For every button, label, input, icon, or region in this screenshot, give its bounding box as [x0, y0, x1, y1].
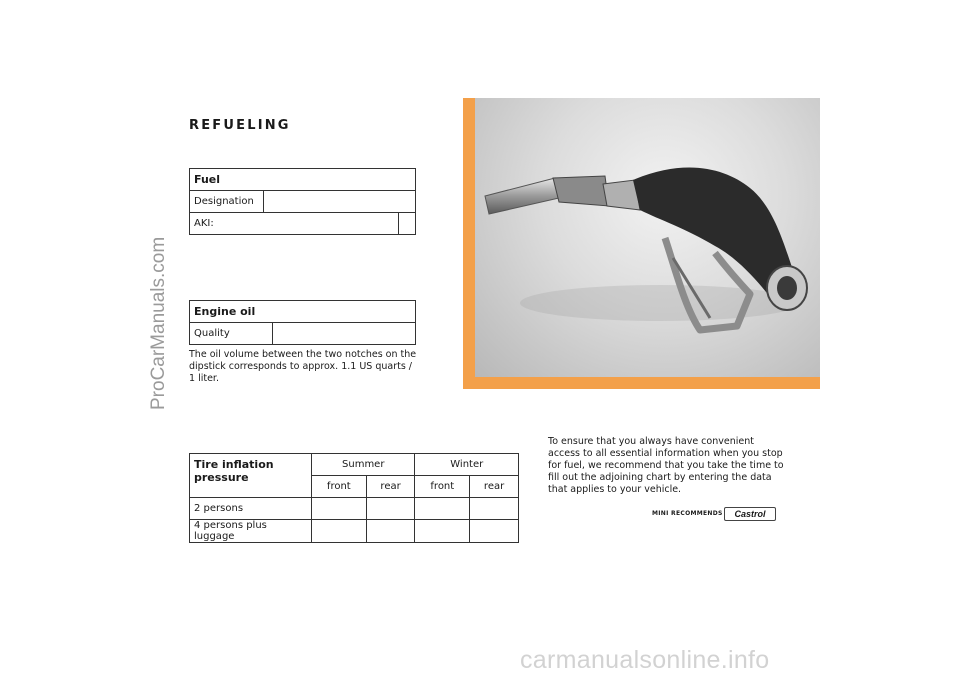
oil-quality-field[interactable]: [273, 323, 416, 345]
tire-pressure-table: [189, 453, 519, 543]
tire-pressure-field[interactable]: [470, 520, 519, 543]
oil-volume-note: The oil volume between the two notches on the dipstick corresponds to approx. 1.1 US quarts / 1 liter.: [189, 349, 417, 384]
fuel-designation-label: Designation: [190, 191, 264, 213]
tire-pressure-field[interactable]: [470, 498, 519, 520]
engine-oil-table: [189, 300, 416, 345]
castrol-logo-icon: Castrol: [724, 507, 776, 521]
tire-axle-winter-rear: rear: [470, 476, 519, 498]
tire-row-label: 2 persons: [190, 498, 312, 520]
tire-pressure-field[interactable]: [312, 498, 367, 520]
fuel-designation-field[interactable]: [264, 191, 416, 213]
fuel-table: [189, 168, 416, 235]
bottom-watermark: carmanualsonline.info: [520, 646, 770, 674]
tire-pressure-field[interactable]: [312, 520, 367, 543]
mini-recommends-label: MINI RECOMMENDS: [652, 510, 723, 517]
engine-oil-table-title: Engine oil: [190, 301, 416, 323]
fill-out-instructions: To ensure that you always have convenient access to all essential information when you stop for fuel, we recommend that you take the time to fill out the adjoining chart by entering the data that applies to your vehicle.: [548, 436, 784, 495]
side-watermark-text: ProCarManuals.com: [148, 236, 169, 410]
tire-pressure-field[interactable]: [415, 498, 470, 520]
tire-axle-summer-rear: rear: [366, 476, 415, 498]
tire-axle-winter-front: front: [415, 476, 470, 498]
tire-table-title: Tire inflation pressure: [190, 454, 312, 498]
fuel-nozzle-photo: [475, 98, 820, 377]
tire-axle-summer-front: front: [312, 476, 367, 498]
page-title: REFUELING: [189, 118, 291, 133]
tire-pressure-field[interactable]: [366, 520, 415, 543]
tire-pressure-field[interactable]: [415, 520, 470, 543]
tire-pressure-field[interactable]: [366, 498, 415, 520]
brand-recommendation: [652, 507, 776, 521]
fuel-aki-label: AKI:: [190, 213, 399, 235]
fuel-table-title: Fuel: [190, 169, 416, 191]
fuel-nozzle-icon: [475, 98, 820, 377]
tire-season-winter: Winter: [415, 454, 519, 476]
tire-season-summer: Summer: [312, 454, 415, 476]
fuel-aki-field[interactable]: [399, 213, 416, 235]
tire-row-label: 4 persons plus luggage: [190, 520, 312, 543]
oil-quality-label: Quality: [190, 323, 273, 345]
